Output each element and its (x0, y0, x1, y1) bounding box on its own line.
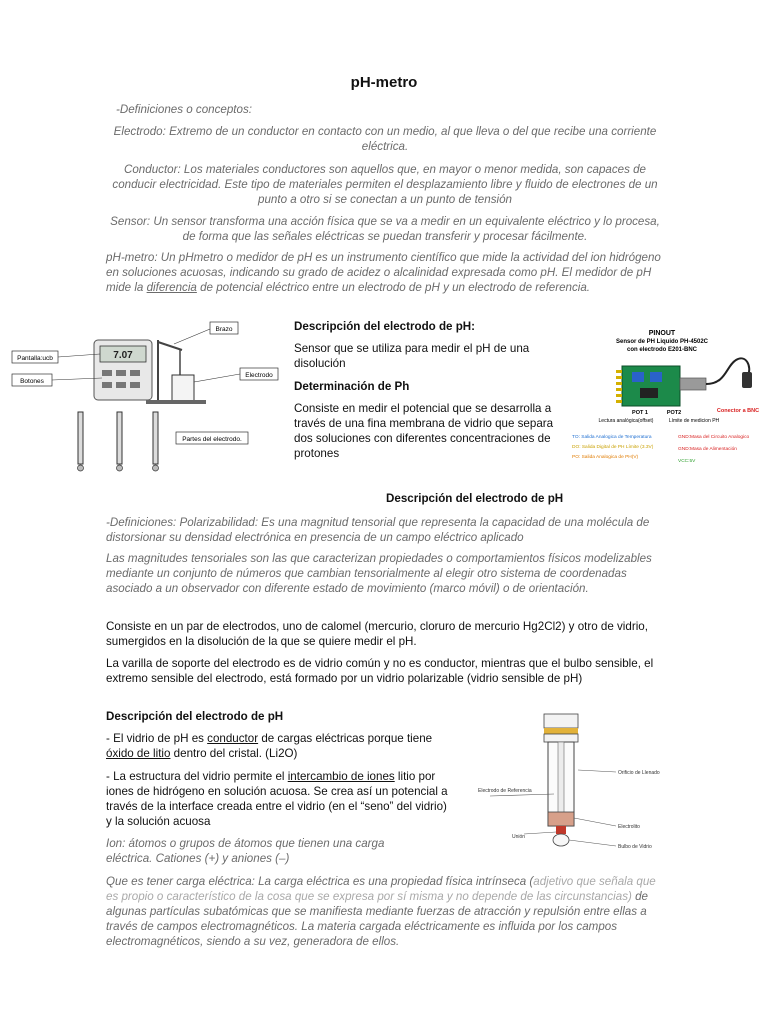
phmetro-text-a: pH-metro: Un pHmetro o medidor de pH es un instrumento científico que mide la actividad del ion hidrógeno en soluciones acuosas, indicando su grado de acidez o alcalinidad expresada como pH. El medidor de pH mide la (106, 251, 661, 294)
label-pantalla: Pantalla:ucb (17, 355, 53, 362)
label-orificio: Orificio de Llenado (618, 770, 660, 776)
pinout-title-2: Sensor de PH Liquido PH-4502C (615, 339, 709, 345)
carga-text-b: de algunas partículas subatómicas que se manifiesta mediante fuerzas de atracción y repulsión entre ellas a través de campos electromagnéticos. La materia cargada eléctricamente es influida por los campos electromagnéticos, siendo a su vez, generadora de ellos. (106, 890, 648, 948)
label-brazo: Brazo (215, 326, 233, 333)
label-partes: Partes del electrodo. (182, 436, 242, 443)
pinout-vcc: VCC:5V (678, 459, 696, 464)
oxido-litio-link[interactable]: óxido de litio (106, 747, 171, 760)
pinout-figure (556, 326, 762, 474)
label-referencia: Electrodo de Referencia (478, 788, 532, 794)
bullet2-text-b: litio por iones de hidrógeno en solución acuosa. Se crea así un potencial a través de la interface creada entre el vidrio (en el “seno” del vidrio) y la solución acuosa (106, 770, 448, 828)
electrode-diagram (470, 708, 706, 856)
definitions-heading: -Definiciones o conceptos: (116, 103, 252, 116)
pinout-do: DO: Salida Digital de PH Límite (3.3V) (572, 445, 654, 450)
pinout-illustration (556, 326, 762, 474)
carga-text-a: Que es tener carga eléctrica: La carga eléctrica es una propiedad física intrínseca ( (106, 875, 534, 888)
sensor-definition: Sensor: Un sensor transforma una acción física que se va a medir en un equivalente eléctrico y lo procesa, de forma que las señales eléctricas se puedan transferir y procesar fácilmente. (110, 215, 660, 243)
pinout-gnd1: GND:Masa del Circuito Analogico (678, 435, 750, 440)
ph-meter-figure (6, 320, 284, 488)
bullet2-text-a: - La estructura del vidrio permite el (106, 770, 288, 783)
pinout-gnd2: GND:Masa de Alimentación (678, 447, 737, 452)
carga-electrica-definition (106, 874, 666, 949)
pinout-pot2-sub: Límite de medicion PH (668, 418, 720, 424)
carga-light-text: adjetivo que señala que es propio o característico de la cosa que se expresa por sí misma y no depende de las circunstancias) (106, 875, 656, 903)
ion-definition: Ion: átomos o grupos de átomos que tienen una carga eléctrica. Cationes (+) y aniones (–) (106, 837, 385, 865)
polarizabilidad-definition: -Definiciones: Polarizabilidad: Es una magnitud tensorial que representa la capacidad de una molécula de distorsionar su densidad electrónica en presencia de un campo eléctrico aplicado (106, 516, 650, 544)
page-title: pH-metro (350, 74, 418, 91)
electrodo-definition: Electrodo: Extremo de un conductor en contacto con un medio, al que lleva o del que recibe una corriente eléctrica. (113, 125, 657, 153)
bullet-intercambio (106, 769, 454, 829)
pinout-pot2: POT2 (666, 410, 682, 416)
col-det-heading: Determinación de Ph (294, 380, 410, 393)
meter-display-value: 7.07 (113, 350, 133, 361)
col-desc-heading: Descripción del electrodo de pH: (294, 320, 476, 333)
pinout-pot1: POT 1 (632, 410, 648, 416)
pinout-to: TO: Salida Analogica de Temperatura (572, 435, 652, 440)
label-botones: Botones (20, 378, 44, 385)
pinout-title-1: PINOUT (648, 330, 676, 337)
intercambio-iones-link[interactable]: intercambio de iones (287, 770, 395, 783)
bullet1-text-b: de cargas eléctricas porque tiene (258, 732, 433, 745)
pinout-title-3: con electrodo E201-BNC (626, 347, 698, 353)
section3-heading: Descripción del electrodo de pH (106, 710, 284, 723)
col-desc-text: Sensor que se utiliza para medir el pH de una disolución (294, 342, 530, 370)
phmetro-definition (106, 250, 668, 295)
conductor-definition: Conductor: Los materiales conductores son aquellos que, en mayor o menor medida, son capaces de conducir electricidad. Este tipo de materiales permiten el desplazamiento libre y fluido de electrones de un punto a otro si se conectan a un punto de tensión (112, 163, 658, 206)
phmetro-text-b: de potencial eléctrico entre un electrodo de pH y un electrodo de referencia. (196, 281, 591, 294)
pinout-pot1-sub: Lectura analógica(offset) (598, 418, 654, 424)
paragraph-varilla: La varilla de soporte del electrodo es de vidrio común y no es conductor, mientras que el bulbo sensible, el extremo sensible del electrodo, está formado por un vidrio polarizable (vidrio sensible de pH) (106, 657, 654, 685)
label-electrodo: Electrodo (245, 372, 273, 379)
bullet1-text-a: - El vidrio de pH es (106, 732, 208, 745)
label-bulbo: Bulbo de Vidrio (618, 844, 652, 850)
paragraph-electrodos: Consiste en un par de electrodos, uno de calomel (mercurio, cloruro de mercurio Hg2Cl2) y otro de vidrio, sumergidos en la disolución de la que se quiere medir el pH. (106, 620, 648, 648)
col-det-text: Consiste en medir el potencial que se desarrolla a través de una fina membrana de vidrio que separa dos soluciones con diferentes concentraciones de protones (294, 402, 554, 460)
bullet1-text-c: dentro del cristal. (Li2O) (170, 747, 298, 760)
electrode-illustration (470, 708, 706, 856)
conductor-link[interactable]: conductor (207, 732, 259, 745)
section2-heading: Descripción del electrodo de pH (386, 492, 564, 505)
label-electrolito: Electrolito (618, 824, 640, 830)
bullet-conductor (106, 731, 454, 761)
diferencia-link[interactable]: diferencia (146, 281, 197, 294)
pinout-connector-label: Conector a BNC (716, 408, 760, 414)
label-union: Unión (512, 834, 526, 840)
tensoriales-definition: Las magnitudes tensoriales son las que caracterizan propiedades o comportamientos físicos modelizables mediante un conjunto de números que cambian tensorialmente al elegir otro sistema de coordenadas asociado a un observador con diferente estado de movimiento (marco móvil) o de orientación. (106, 552, 652, 595)
pinout-po: PO: Salida Analogica de PH(V) (572, 455, 639, 460)
ph-meter-illustration (6, 320, 284, 488)
